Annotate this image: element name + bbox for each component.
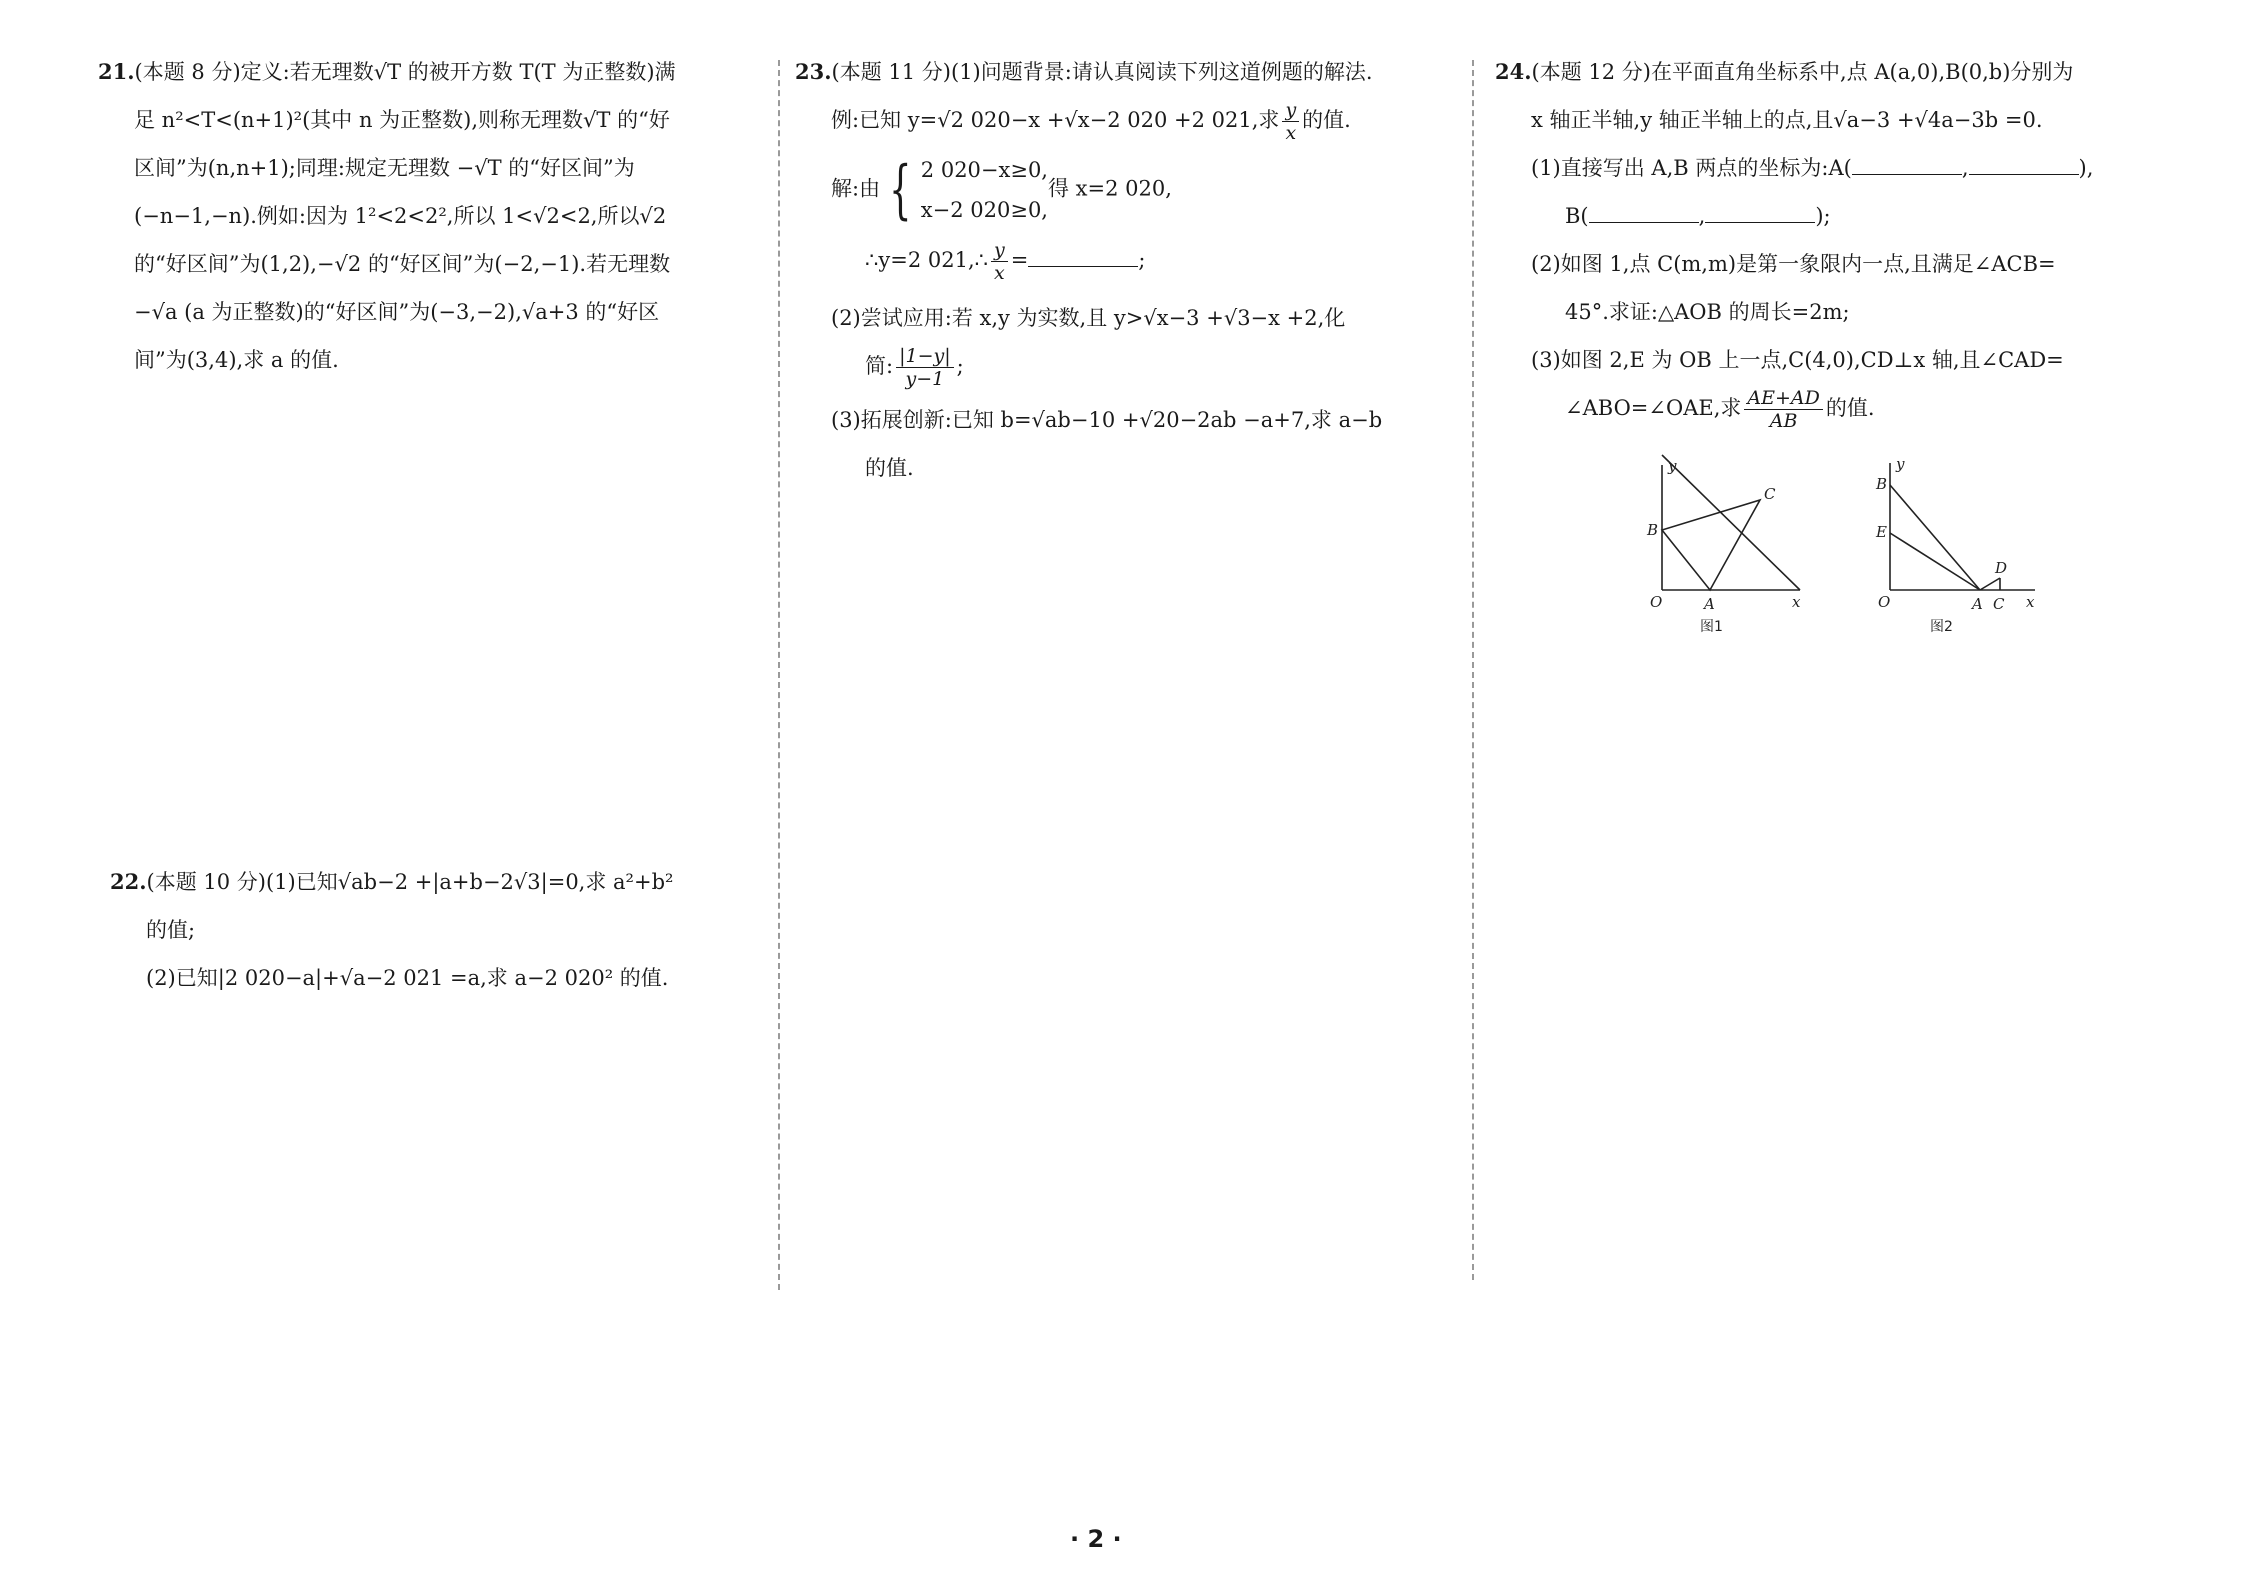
fig2-label-e: E [1876,523,1887,541]
problem-line: (2)已知|2 020−a|+√a−2 021 =a,求 a−2 020² 的值. [146,966,669,990]
part-2-line: (2)如图 1,点 C(m,m)是第一象限内一点,且满足∠ACB= [1531,252,2056,276]
example-line: 例:已知 y=√2 020−x +√x−2 020 +2 021,求 [831,108,1280,132]
part-1-b-prefix: B( [1565,204,1589,228]
problem-line: (本题 8 分)定义:若无理数√T 的被开方数 T(T 为正整数)满 [134,60,676,84]
problem-number: 21. [98,59,135,84]
therefore-line: ∴y=2 021,∴ [865,248,988,272]
part-2-tail: ; [956,354,964,378]
problem-number: 22. [110,869,147,894]
figure-1 [1662,455,1800,590]
problem-24 [1495,48,2175,432]
column-divider-2 [1472,60,1474,1280]
problem-line: (本题 11 分)(1)问题背景:请认真阅读下列这道例题的解法. [831,60,1373,84]
fig2-label-x: x [2026,593,2035,611]
solution-prefix: 解:由 [831,176,881,201]
fig1-label-o: O [1650,593,1663,611]
problem-23 [795,48,1455,492]
fig1-caption: 图1 [1700,619,1723,635]
problem-line: (本题 10 分)(1)已知√ab−2 +|a+b−2√3|=0,求 a²+b² [146,870,674,894]
fig2-label-y: y [1896,455,1905,473]
geometry-figures [1640,455,2060,645]
part-2-line: 45°.求证:△AOB 的周长=2m; [1565,300,1850,324]
problem-line: x 轴正半轴,y 轴正半轴上的点,且√a−3 +√4a−3b =0. [1531,108,2043,132]
part-3-prefix: ∠ABO=∠OAE,求 [1565,396,1742,420]
problem-line: (−n−1,−n).例如:因为 1²<2<2²,所以 1<√2<2,所以√2 [134,204,667,228]
fraction-y-over-x-2: $\frac{y}{x}$ [991,239,1008,284]
figure-svg [1640,455,2060,645]
answer-blank-a2[interactable] [1969,156,2079,175]
solution-tail: 得 x=2 020, [1048,176,1172,201]
problem-number: 23. [795,59,832,84]
fig2-caption: 图2 [1930,619,1953,635]
figure-2 [1890,463,2035,590]
x-axis [1662,455,1800,590]
system-line-2: x−2 020≥0, [920,198,1048,222]
problem-line: 的值; [146,918,196,942]
problem-line: 间”为(3,4),求 a 的值. [134,348,339,372]
problem-line: −√a (a 为正整数)的“好区间”为(−3,−2),√a+3 的“好区 [134,300,660,324]
fraction-abs-expression: $\frac{|1-y|}{y-1}$ [896,345,954,390]
fig2-label-o: O [1878,593,1891,611]
fig2-label-c: C [1993,595,2005,613]
column-divider-1 [778,60,780,1290]
fig1-label-a: A [1704,595,1715,613]
fig1-label-c: C [1764,485,1776,503]
fig1-label-b: B [1647,521,1659,539]
fig2-label-a: A [1972,595,1983,613]
fraction-y-over-x: $\frac{y}{x}$ [1282,99,1299,144]
part-3-line: (3)拓展创新:已知 b=√ab−10 +√20−2ab −a+7,求 a−b [831,408,1383,432]
fraction-ae-ad-over-ab: $\frac{AE+AD}{AB}$ [1744,387,1822,432]
problem-line: 区间”为(n,n+1);同理:规定无理数 −√T 的“好区间”为 [134,156,635,180]
fig1-label-y: y [1668,457,1677,475]
problem-21 [98,48,748,384]
segment-ad [1980,578,2000,590]
problem-number: 24. [1495,59,1532,84]
comma: , [1961,156,1969,180]
part-3-line: (3)如图 2,E 为 OB 上一点,C(4,0),CD⊥x 轴,且∠CAD= [1531,348,2064,372]
equation-system: { 2 020−x≥0, x−2 020≥0, [880,150,1048,230]
problem-22 [110,858,760,1002]
problem-line: 足 n²<T<(n+1)²(其中 n 为正整数),则称无理数√T 的“好 [134,108,670,132]
close-paren: ); [1815,204,1831,228]
part-3-line-2: 的值. [865,456,914,480]
fig1-label-x: x [1792,593,1801,611]
answer-blank-b1[interactable] [1589,204,1699,223]
comma: , [1698,204,1706,228]
example-tail: 的值. [1302,108,1351,132]
fig2-label-b: B [1876,475,1888,493]
segment-ba [1890,485,1980,590]
answer-blank-a1[interactable] [1852,156,1962,175]
part-2-line: (2)尝试应用:若 x,y 为实数,且 y>√x−3 +√3−x +2,化 [831,306,1346,330]
fig2-label-d: D [1995,559,2008,577]
close-paren: ), [2078,156,2094,180]
answer-blank[interactable] [1028,248,1138,267]
page-number: · 2 · [1070,1525,1122,1553]
segment-ea [1890,533,1980,590]
problem-line: (本题 12 分)在平面直角坐标系中,点 A(a,0),B(0,b)分别为 [1531,60,2074,84]
equals-sign: = [1010,248,1029,272]
system-line-1: 2 020−x≥0, [920,158,1048,182]
semicolon: ; [1138,248,1146,272]
triangle-abc [1662,500,1760,590]
problem-line: 的“好区间”为(1,2),−√2 的“好区间”为(−2,−1).若无理数 [134,252,671,276]
part-3-tail: 的值. [1825,396,1875,420]
part-1-prefix: (1)直接写出 A,B 两点的坐标为:A( [1531,156,1852,180]
answer-blank-b2[interactable] [1705,204,1815,223]
part-2-prefix: 简: [865,354,894,378]
